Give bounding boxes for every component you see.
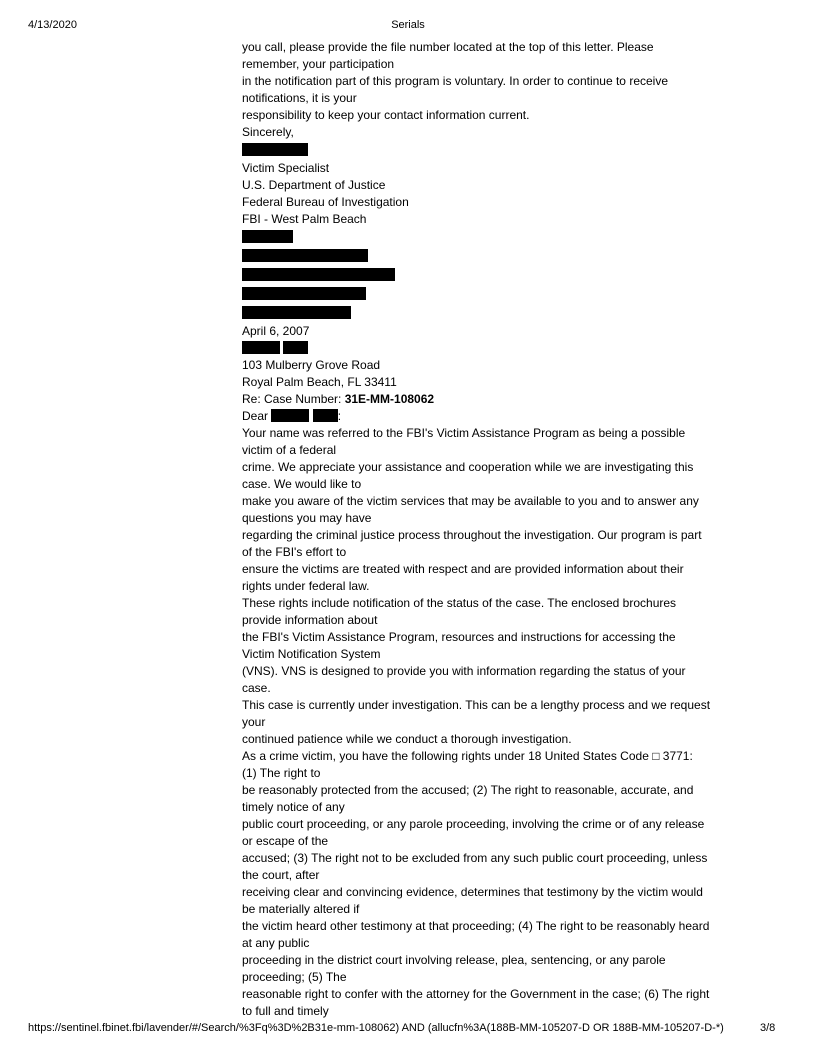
letter-line: These rights include notification of the status of the case. The enclosed brochures xyxy=(242,596,677,610)
letter-line: questions you may have xyxy=(242,511,372,525)
case-reference-label: Re: Case Number: xyxy=(242,392,345,406)
letter-line: be reasonably protected from the accused; (2) The right to reasonable, accurate, and xyxy=(242,783,694,797)
letter-line: you call, please provide the file number located at the top of this letter. Please xyxy=(242,40,654,54)
signature-line: Federal Bureau of Investigation xyxy=(242,195,409,209)
letter-paragraphs xyxy=(242,425,722,1020)
letter-line: receiving clear and convincing evidence, determines that testimony by the victim would xyxy=(242,885,703,899)
letter-line: regarding the criminal justice process throughout the investigation. Our program is part xyxy=(242,528,702,542)
closing: Sincerely, xyxy=(242,125,294,139)
letter-line: public court proceeding, or any parole proceeding, involving the crime or of any release xyxy=(242,817,705,831)
letter-line: timely notice of any xyxy=(242,800,345,814)
letter-line: responsibility to keep your contact information current. xyxy=(242,108,530,122)
letter-line: at any public xyxy=(242,936,310,950)
letter-line: the victim heard other testimony at that proceeding; (4) The right to be reasonably heard xyxy=(242,919,710,933)
letter-line: ensure the victims are treated with respect and are provided information about their xyxy=(242,562,684,576)
letter-line: the FBI's Victim Assistance Program, resources and instructions for accessing the xyxy=(242,630,676,644)
redacted-recipient-name xyxy=(242,340,722,357)
letter-line: case. xyxy=(242,681,271,695)
letter-line: of the FBI's effort to xyxy=(242,545,347,559)
letter-date: April 6, 2007 xyxy=(242,324,310,338)
redacted-block xyxy=(242,306,722,323)
letter-line: (1) The right to xyxy=(242,766,321,780)
address-line: 103 Mulberry Grove Road xyxy=(242,358,381,372)
address-line: Royal Palm Beach, FL 33411 xyxy=(242,375,397,389)
signature-line: FBI - West Palm Beach xyxy=(242,212,367,226)
letter-line: notifications, it is your xyxy=(242,91,357,105)
letter-line: reasonable right to confer with the attorney for the Government in the case; (6) The right xyxy=(242,987,710,1001)
letter-line: proceeding in the district court involving release, plea, sentencing, or any parole xyxy=(242,953,666,967)
print-url: https://sentinel.fbinet.fbi/lavender/#/Search/%3Fq%3D%2B31e-mm-108062) AND (allucfn%3A(188B-MM-105207-D OR 188B-MM-105207-D-*) xyxy=(28,1022,724,1034)
signature-title: Victim Specialist xyxy=(242,161,330,175)
salutation-prefix: Dear xyxy=(242,409,269,423)
letter-line: in the notification part of this program is voluntary. In order to continue to receive xyxy=(242,74,668,88)
page-number: 3/8 xyxy=(760,1022,776,1034)
letter-line: to full and timely xyxy=(242,1004,329,1018)
salutation-suffix: : xyxy=(337,409,342,423)
letter-line: remember, your participation xyxy=(242,57,395,71)
letter-line: Your name was referred to the FBI's Victim Assistance Program as being a possible xyxy=(242,426,686,440)
letter-line: continued patience while we conduct a thorough investigation. xyxy=(242,732,572,746)
letter-line: victim of a federal xyxy=(242,443,337,457)
letter-line: accused; (3) The right not to be excluded from any such public court proceeding, unless xyxy=(242,851,708,865)
letter-line: make you aware of the victim services that may be available to you and to answer any xyxy=(242,494,699,508)
letter-line: crime. We appreciate your assistance and cooperation while we are investigating this xyxy=(242,460,694,474)
letter-line: (VNS). VNS is designed to provide you with information regarding the status of your xyxy=(242,664,686,678)
redacted-block xyxy=(242,287,722,304)
redacted-block xyxy=(242,249,722,266)
case-reference xyxy=(242,391,722,408)
redacted-salutation-name xyxy=(271,409,309,422)
print-date: 4/13/2020 xyxy=(28,19,77,31)
letter-line: be materially altered if xyxy=(242,902,360,916)
letter-line: As a crime victim, you have the following rights under 18 United States Code □ 3771: xyxy=(242,749,693,763)
letter-line: or escape of the xyxy=(242,834,329,848)
redacted-signer-name xyxy=(242,143,722,160)
letter-line: your xyxy=(242,715,266,729)
letter-line: proceeding; (5) The xyxy=(242,970,347,984)
print-title: Serials xyxy=(391,19,425,31)
letter-body xyxy=(242,39,722,1020)
case-number: 31E-MM-108062 xyxy=(344,392,435,406)
signature-line: U.S. Department of Justice xyxy=(242,178,386,192)
redacted-salutation-name xyxy=(313,409,338,422)
redacted-block xyxy=(242,230,722,247)
letter-line: case. We would like to xyxy=(242,477,362,491)
letter-line: This case is currently under investigation. This can be a lengthy process and we request xyxy=(242,698,711,712)
redacted-block xyxy=(242,268,722,285)
salutation xyxy=(242,408,722,425)
letter-line: rights under federal law. xyxy=(242,579,370,593)
letter-line: provide information about xyxy=(242,613,378,627)
letter-line: Victim Notification System xyxy=(242,647,381,661)
letter-line: the court, after xyxy=(242,868,320,882)
